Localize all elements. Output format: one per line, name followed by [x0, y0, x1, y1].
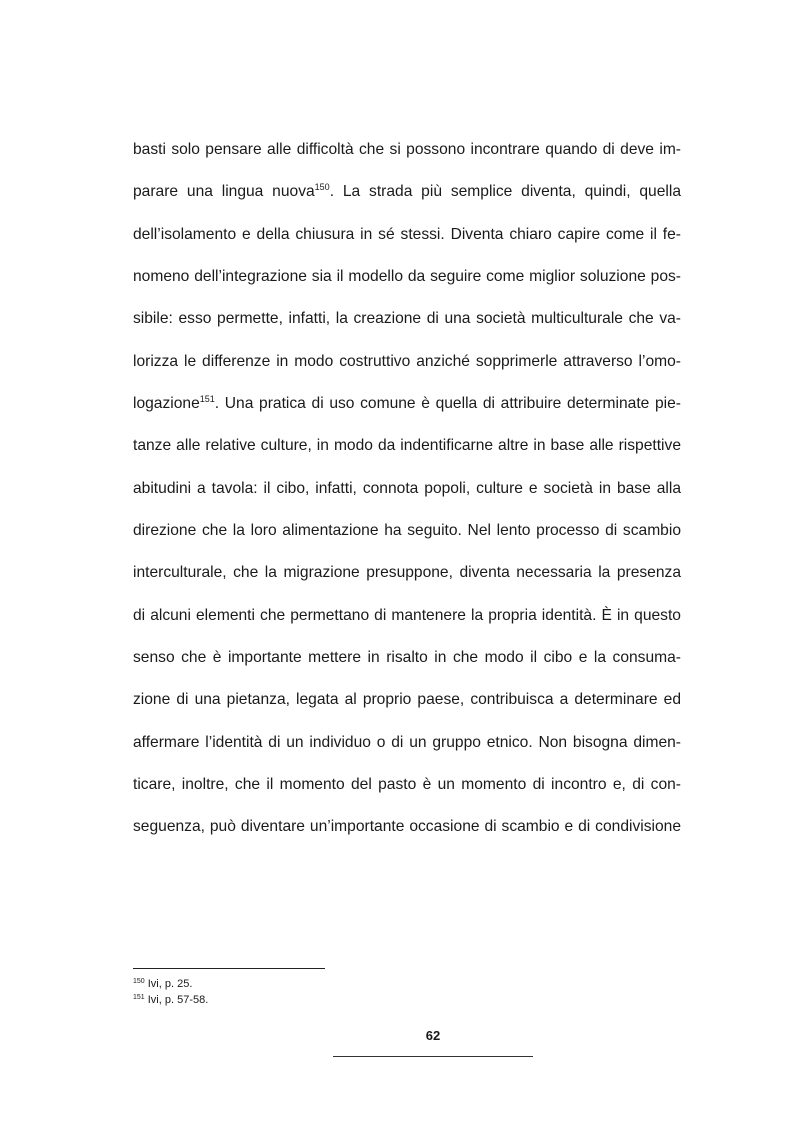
- body-line: direzione che la loro alimentazione ha seguito. Nel lento processo di scambio: [133, 522, 681, 539]
- body-line: nomeno dell’integrazione sia il modello da seguire come miglior soluzione pos-: [133, 268, 681, 285]
- body-line-text: parare una lingua nuova: [133, 183, 315, 200]
- body-line: tanze alle relative culture, in modo da indentificarne altre in base alle rispettive: [133, 437, 681, 454]
- body-line: interculturale, che la migrazione presuppone, diventa necessaria la presenza: [133, 564, 681, 581]
- footnote-ref: 151: [199, 394, 215, 404]
- footnote-text: Ivi, p. 25.: [144, 978, 193, 990]
- body-line-text: logazione: [133, 395, 200, 412]
- body-line: [133, 394, 681, 414]
- footnote-text: Ivi, p. 57-58.: [144, 994, 209, 1006]
- body-line: ticare, inoltre, che il momento del pasto è un momento di incontro e, di con-: [133, 776, 681, 793]
- body-line: affermare l’identità di un individuo o di un gruppo etnico. Non bisogna dimen-: [133, 734, 681, 751]
- footnote: [133, 993, 208, 1007]
- footnote: [133, 977, 192, 991]
- footnote-number: 150: [133, 978, 145, 985]
- body-line: lorizza le differenze in modo costruttivo anziché sopprimerle attraverso l’omo-: [133, 353, 681, 370]
- body-line: senso che è importante mettere in risalto in che modo il cibo e la consuma-: [133, 649, 681, 666]
- body-line: [133, 182, 681, 202]
- body-line: seguenza, può diventare un’importante occasione di scambio e di condivisione: [133, 818, 681, 835]
- footnote-number: 151: [133, 994, 145, 1001]
- body-line-text: . Una pratica di uso comune è quella di attribuire determinate pie-: [214, 395, 681, 412]
- body-line: zione di una pietanza, legata al proprio paese, contribuisca a determinare ed: [133, 691, 681, 708]
- body-line: dell’isolamento e della chiusura in sé stessi. Diventa chiaro capire come il fe-: [133, 226, 681, 243]
- page-number-rule: [333, 1056, 533, 1057]
- body-line: basti solo pensare alle difficoltà che si possono incontrare quando di deve im-: [133, 141, 681, 158]
- body-line: sibile: esso permette, infatti, la creazione di una società multiculturale che va-: [133, 310, 681, 327]
- footnote-ref: 150: [314, 182, 330, 192]
- body-line: di alcuni elementi che permettano di mantenere la propria identità. È in questo: [133, 607, 681, 624]
- page-number: 62: [425, 1028, 441, 1043]
- body-line: abitudini a tavola: il cibo, infatti, connota popoli, culture e società in base alla: [133, 480, 681, 497]
- body-line-text: . La strada più semplice diventa, quindi, quella: [329, 183, 681, 200]
- footnote-separator: [133, 968, 325, 969]
